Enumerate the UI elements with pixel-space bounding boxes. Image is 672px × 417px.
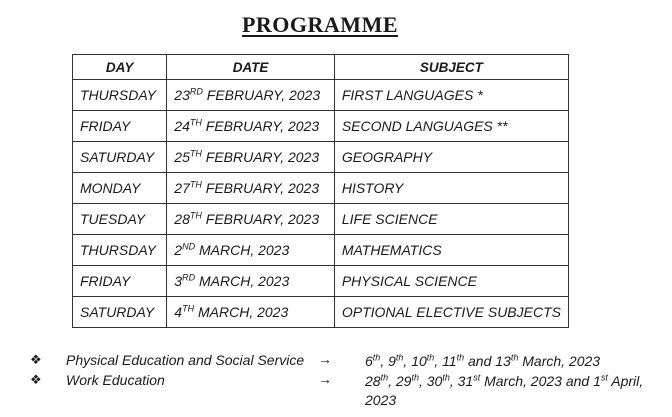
column-header-subject: SUBJECT [334,55,568,80]
table-row [73,204,569,235]
cell-date: 23RD FEBRUARY, 2023 [167,80,335,111]
cell-subject: PHYSICAL SCIENCE [334,266,568,297]
diamond-bullet-icon: ❖ [30,372,42,387]
right-arrow-icon: → [318,351,332,367]
cell-date: 24TH FEBRUARY, 2023 [167,111,335,142]
table-row [73,142,569,173]
note-dates: 6th, 9th, 10th, 11th and 13th March, 2023 [365,352,601,369]
page-title: PROGRAMME [241,12,399,37]
table-row [73,297,569,328]
cell-date: 2ND MARCH, 2023 [167,235,335,266]
cell-date: 28TH FEBRUARY, 2023 [167,204,335,235]
diamond-bullet-icon: ❖ [30,352,42,367]
cell-subject: LIFE SCIENCE [334,204,568,235]
cell-date: 3RD MARCH, 2023 [167,266,335,297]
table-row [73,80,569,111]
cell-subject: MATHEMATICS [334,235,568,266]
table-row [73,173,569,204]
cell-subject: SECOND LANGUAGES ** [334,111,568,142]
table-row [73,266,569,297]
cell-subject: OPTIONAL ELECTIVE SUBJECTS [334,297,568,328]
cell-day: THURSDAY [73,235,167,266]
cell-date: 4TH MARCH, 2023 [167,297,335,328]
programme-table [72,54,569,328]
column-header-date: DATE [167,55,335,80]
table-row [73,235,569,266]
cell-day: SATURDAY [73,142,167,173]
cell-day: FRIDAY [73,111,167,142]
cell-subject: GEOGRAPHY [334,142,568,173]
cell-subject: FIRST LANGUAGES * [334,80,568,111]
cell-day: FRIDAY [73,266,167,297]
cell-day: MONDAY [73,173,167,204]
table-header-row [73,55,569,80]
cell-day: SATURDAY [73,297,167,328]
note-dates: 28th, 29th, 30th, 31st March, 2023 and 1st April, 2023 [365,372,644,408]
table-row [73,111,569,142]
cell-day: TUESDAY [73,204,167,235]
note-label: Physical Education and Social Service [66,352,305,368]
note-label: Work Education [66,372,165,388]
cell-date: 25TH FEBRUARY, 2023 [167,142,335,173]
cell-subject: HISTORY [334,173,568,204]
cell-day: THURSDAY [73,80,167,111]
cell-date: 27TH FEBRUARY, 2023 [167,173,335,204]
right-arrow-icon: → [318,371,332,387]
column-header-day: DAY [73,55,167,80]
